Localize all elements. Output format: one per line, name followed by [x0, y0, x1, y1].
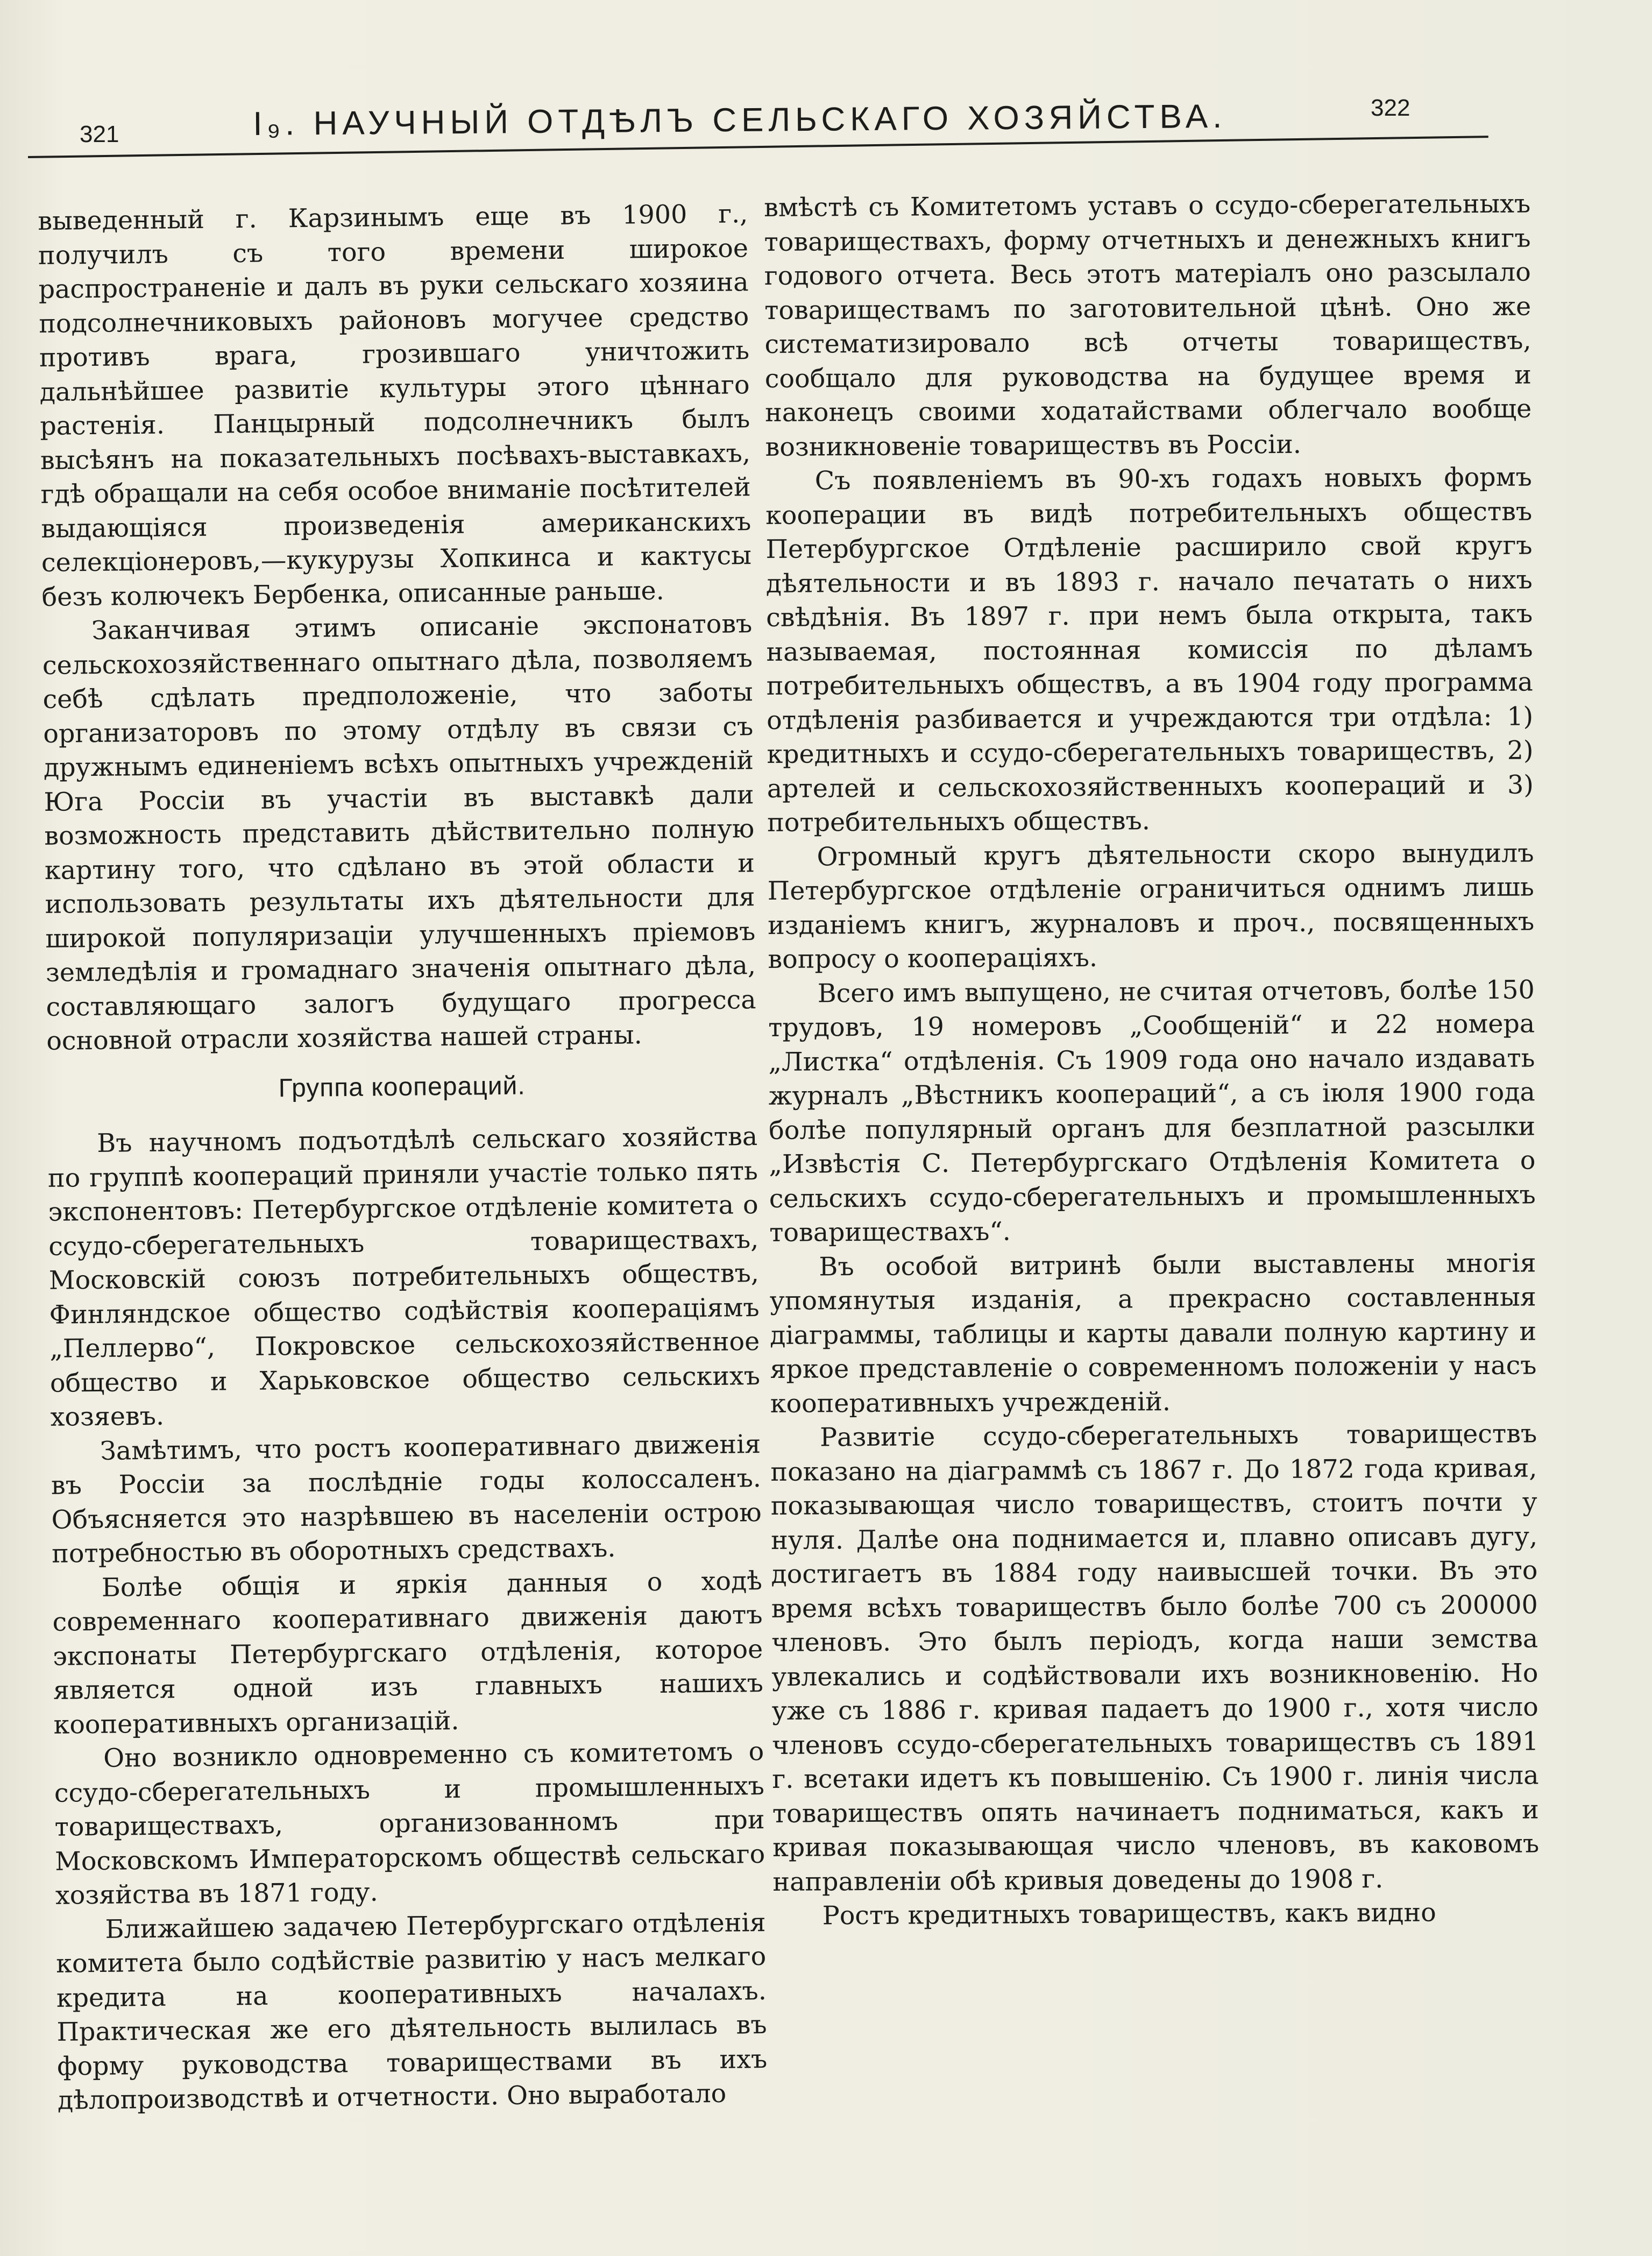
paragraph: Всего имъ выпущено, не считая отчетовъ, болѣе 150 трудовъ, 19 номеровъ „Сообщеній“ и 22 номера „Листка“ отдѣленія. Съ 1909 года оно начало издавать журналъ „Вѣстникъ коопераций“, а съ іюля 1900 года болѣе популярный органъ для безплатной разсылки „Извѣстія С. Петербургскаго Отдѣленія Комитета о сельскихъ ссудо-сберегательныхъ и промышленныхъ товариществахъ“. — [768, 975, 1536, 1248]
paragraph: Развитіе ссудо-сберегательныхъ товариществъ показано на діаграммѣ съ 1867 г. До 1872 года кривая, показывающая число товариществъ, стоитъ почти у нуля. Далѣе она поднимается и, плавно описавъ дугу, достигаетъ въ 1884 году наивысшей точки. Въ это время всѣхъ товариществъ было болѣе 700 съ 200000 членовъ. Это былъ періодъ, когда наши земства увлекались и содѣйствовали ихъ возникновенію. Но уже съ 1886 г. кривая падаетъ до 1900 г., хотя число членовъ ссудо-сберегательныхъ товариществъ съ 1891 г. всетаки идетъ къ повышенію. Съ 1900 г. линія числа товариществъ опять начинаетъ подниматься, какъ и кривая показывающая число членовъ, въ каковомъ направленіи обѣ кривыя доведены до 1908 г. — [770, 1419, 1540, 1897]
running-header-title: I₉. НАУЧНЫЙ ОТДѢЛЪ СЕЛЬСКАГО ХОЗЯЙСТВА. — [253, 97, 1227, 143]
paragraph: Болѣе общія и яркія данныя о ходѣ современнаго кооперативнаго движенія даютъ экспонаты Петербургскаго отдѣленія, которое является одной изъ главныхъ нашихъ кооперативныхъ организацій. — [52, 1566, 764, 1740]
paragraph: Замѣтимъ, что ростъ кооперативнаго движенія въ Россіи за послѣдніе годы колоссаленъ. Объясняется это назрѣвшею въ населеніи острою потребностью въ оборотныхъ средствахъ. — [51, 1429, 762, 1569]
left-column — [38, 197, 768, 2118]
right-column — [764, 187, 1540, 1934]
paragraph: Оно возникло одновременно съ комитетомъ о ссудо-сберегательныхъ и промышленныхъ товариществахъ, организованномъ при Московскомъ Императорскомъ обществѣ сельскаго хозяйства въ 1871 году. — [54, 1737, 765, 1911]
paragraph: Съ появленіемъ въ 90-хъ годахъ новыхъ формъ кооперации въ видѣ потребительныхъ обществъ Петербургское Отдѣленіе расширило свой кругъ дѣятельности и въ 1893 г. начало печатать о нихъ свѣдѣнія. Въ 1897 г. при немъ была открыта, такъ называемая, постоянная комиссія по дѣламъ потребительныхъ обществъ, а въ 1904 году программа отдѣленія разбивается и учреждаются три отдѣла: 1) кредитныхъ и ссудо-сберегательныхъ товариществъ, 2) артелей и сельскохозяйственныхъ коопераций и 3) потребительныхъ обществъ. — [765, 462, 1534, 838]
paragraph: вмѣстѣ съ Комитетомъ уставъ о ссудо-сберегательныхъ товариществахъ, форму отчетныхъ и денежныхъ книгъ годового отчета. Весь этотъ матеріалъ оно разсылало товариществамъ по заготовительной цѣнѣ. Оно же систематизировало всѣ отчеты товариществъ, сообщало для руководства на будущее время и наконецъ своими ходатайствами облегчало вообще возникновеніе товариществъ въ Россіи. — [764, 189, 1532, 462]
paragraph: Ростъ кредитныхъ товариществъ, какъ видно — [822, 1898, 1436, 1931]
paragraph: Ближайшею задачею Петербургскаго отдѣленія комитета было содѣйствіе развитію у насъ мелкаго кредита на кооперативныхъ началахъ. Практическая же его дѣятельность вылилась въ форму руководства товариществами въ ихъ дѣлопроизводствѣ и отчетности. Оно выработало — [55, 1907, 768, 2116]
paragraph: Въ научномъ подъотдѣлѣ сельскаго хозяйства по группѣ коопераций приняли участіе только пять экспонентовъ: Петербургское отдѣленіе комитета о ссудо-сберегательныхъ товариществахъ, Московскій союзъ потребительныхъ обществъ, Финляндское общество содѣйствія кооперацiямъ „Пеллерво“, Покровское сельскохозяйственное общество и Харьковское общество сельскихъ хозяевъ. — [47, 1122, 761, 1432]
section-heading: Группа коопераций. — [278, 1071, 526, 1102]
paragraph: Заканчивая этимъ описаніе экспонатовъ сельскохозяйственнаго опытнаго дѣла, позволяемъ себѣ сдѣлать предположеніе, что заботы организаторовъ по этому отдѣлу въ связи съ дружнымъ единеніемъ всѣхъ опытныхъ учрежденій Юга Россіи въ участіи въ выставкѣ дали возможность представить дѣйствительно полную картину того, что сдѣлано въ этой области и использовать результаты ихъ дѣятельности для широкой популяризаціи улучшенныхъ пріемовъ земледѣлія и громаднаго значенія опытнаго дѣла, составляющаго залогъ будущаго прогресса основной отрасли хозяйства нашей страны. — [42, 609, 756, 1056]
paragraph: Огромный кругъ дѣятельности скоро вынудилъ Петербургское отдѣленіе ограничиться однимъ лишь изданіемъ книгъ, журналовъ и проч., посвященныхъ вопросу о кооперацiяхъ. — [767, 838, 1535, 974]
page-number-left: 321 — [80, 121, 119, 147]
page-number-right: 322 — [1371, 95, 1410, 121]
paragraph: Въ особой витринѣ были выставлены многія упомянутыя изданія, а прекрасно составленныя діаграммы, таблицы и карты давали полную картину и яркое представленіе о современномъ положеніи у насъ кооперативныхъ учрежденій. — [769, 1248, 1537, 1419]
paragraph: выведенный г. Карзинымъ еще въ 1900 г., получилъ съ того времени широкое распространеніе и далъ въ руки сельскаго хозяина подсолнечниковыхъ районовъ могучее средство противъ врага, грозившаго уничтожить дальнѣйшее развитіе культуры этого цѣннаго растенія. Панцырный подсолнечникъ былъ высѣянъ на показательныхъ посѣвахъ-выставкахъ, гдѣ обращали на себя особое вниманіе посѣтителей выдающіяся произведенія американскихъ селекціонеровъ,—кукурузы Хопкинса и кактусы безъ колючекъ Бербенка, описанные раньше. — [38, 199, 752, 612]
